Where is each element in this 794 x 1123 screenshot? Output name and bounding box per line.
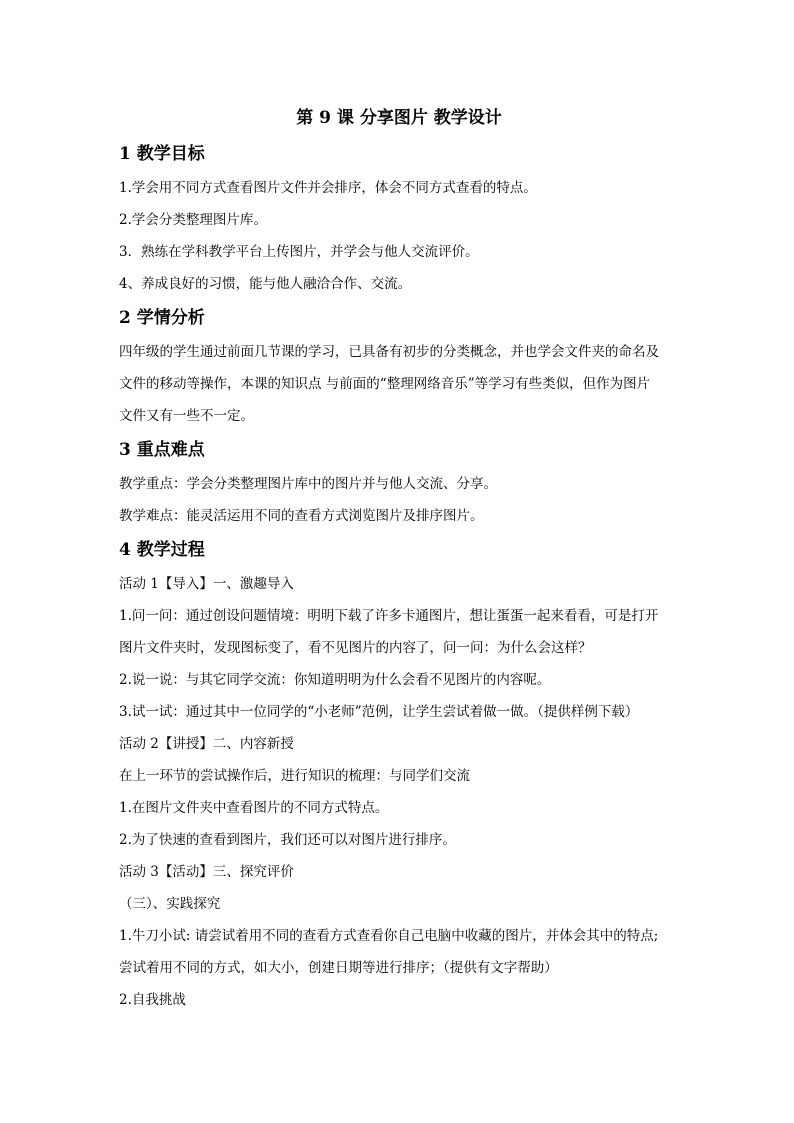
objective-item: 4、养成良好的习惯，能与他人融洽合作、交流。 [119,276,412,292]
process-line: 在上一环节的尝试操作后，进行知识的梳理：与同学们交流 [119,768,470,784]
paragraph-line: 文件又有一些不一定。 [119,408,254,424]
process-line: 1.牛刀小试: 请尝试着用不同的查看方式查看你自己电脑中收藏的图片，并体会其中的特点; [119,928,659,944]
objective-item: 3．熟练在学科教学平台上传图片，并学会与他人交流评价。 [119,244,479,260]
process-line: 活动 3【活动】三、探究评价 [119,864,294,880]
section-heading-key-points: 3 重点难点 [119,440,205,460]
process-line: 1.问一问：通过创设问题情境：明明下载了许多卡通图片，想让蛋蛋一起来看看，可是打开 [119,608,659,624]
process-line: 2.说一说：与其它同学交流：你知道明明为什么会看不见图片的内容呢。 [119,672,551,688]
process-line: 2.为了快速的查看到图片，我们还可以对图片进行排序。 [119,832,456,848]
process-line: 3.试一试：通过其中一位同学的“小老师”范例，让学生尝试着做一做。（提供样例下载） [119,704,639,720]
process-line: 尝试着用不同的方式，如大小，创建日期等进行排序；（提供有文字帮助） [119,960,558,976]
process-line: 活动 2【讲授】二、内容新授 [119,736,294,752]
document-page [119,100,679,1016]
process-line: 2.自我挑战 [119,992,186,1008]
paragraph-line: 文件的移动等操作，本课的知识点 与前面的“整理网络音乐”等学习有些类似，但作为图片 [119,376,651,392]
process-line: 1.在图片文件夹中查看图片的不同方式特点。 [119,800,389,816]
objective-item: 1.学会用不同方式查看图片文件并会排序，体会不同方式查看的特点。 [119,180,537,196]
analysis-paragraph [119,336,679,432]
process-line: 图片文件夹时，发现图标变了，看不见图片的内容了，问一问：为什么会这样？ [119,640,592,656]
process-line: （三）、实践探究 [119,896,221,912]
paragraph-line: 四年级的学生通过前面几节课的学习，已具备有初步的分类概念，并也学会文件夹的命名及 [119,344,659,360]
document-title: 第 9 课 分享图片 教学设计 [296,108,502,128]
process-line: 活动 1【导入】一、激趣导入 [119,576,294,592]
section-heading-analysis: 2 学情分析 [119,308,205,328]
key-point-item: 教学难点：能灵活运用不同的查看方式浏览图片及排序图片。 [119,508,484,524]
section-heading-process: 4 教学过程 [119,540,205,560]
objective-item: 2.学会分类整理图片库。 [119,212,267,228]
section-heading-objectives: 1 教学目标 [119,144,205,164]
key-point-item: 教学重点：学会分类整理图片库中的图片并与他人交流、分享。 [119,476,497,492]
